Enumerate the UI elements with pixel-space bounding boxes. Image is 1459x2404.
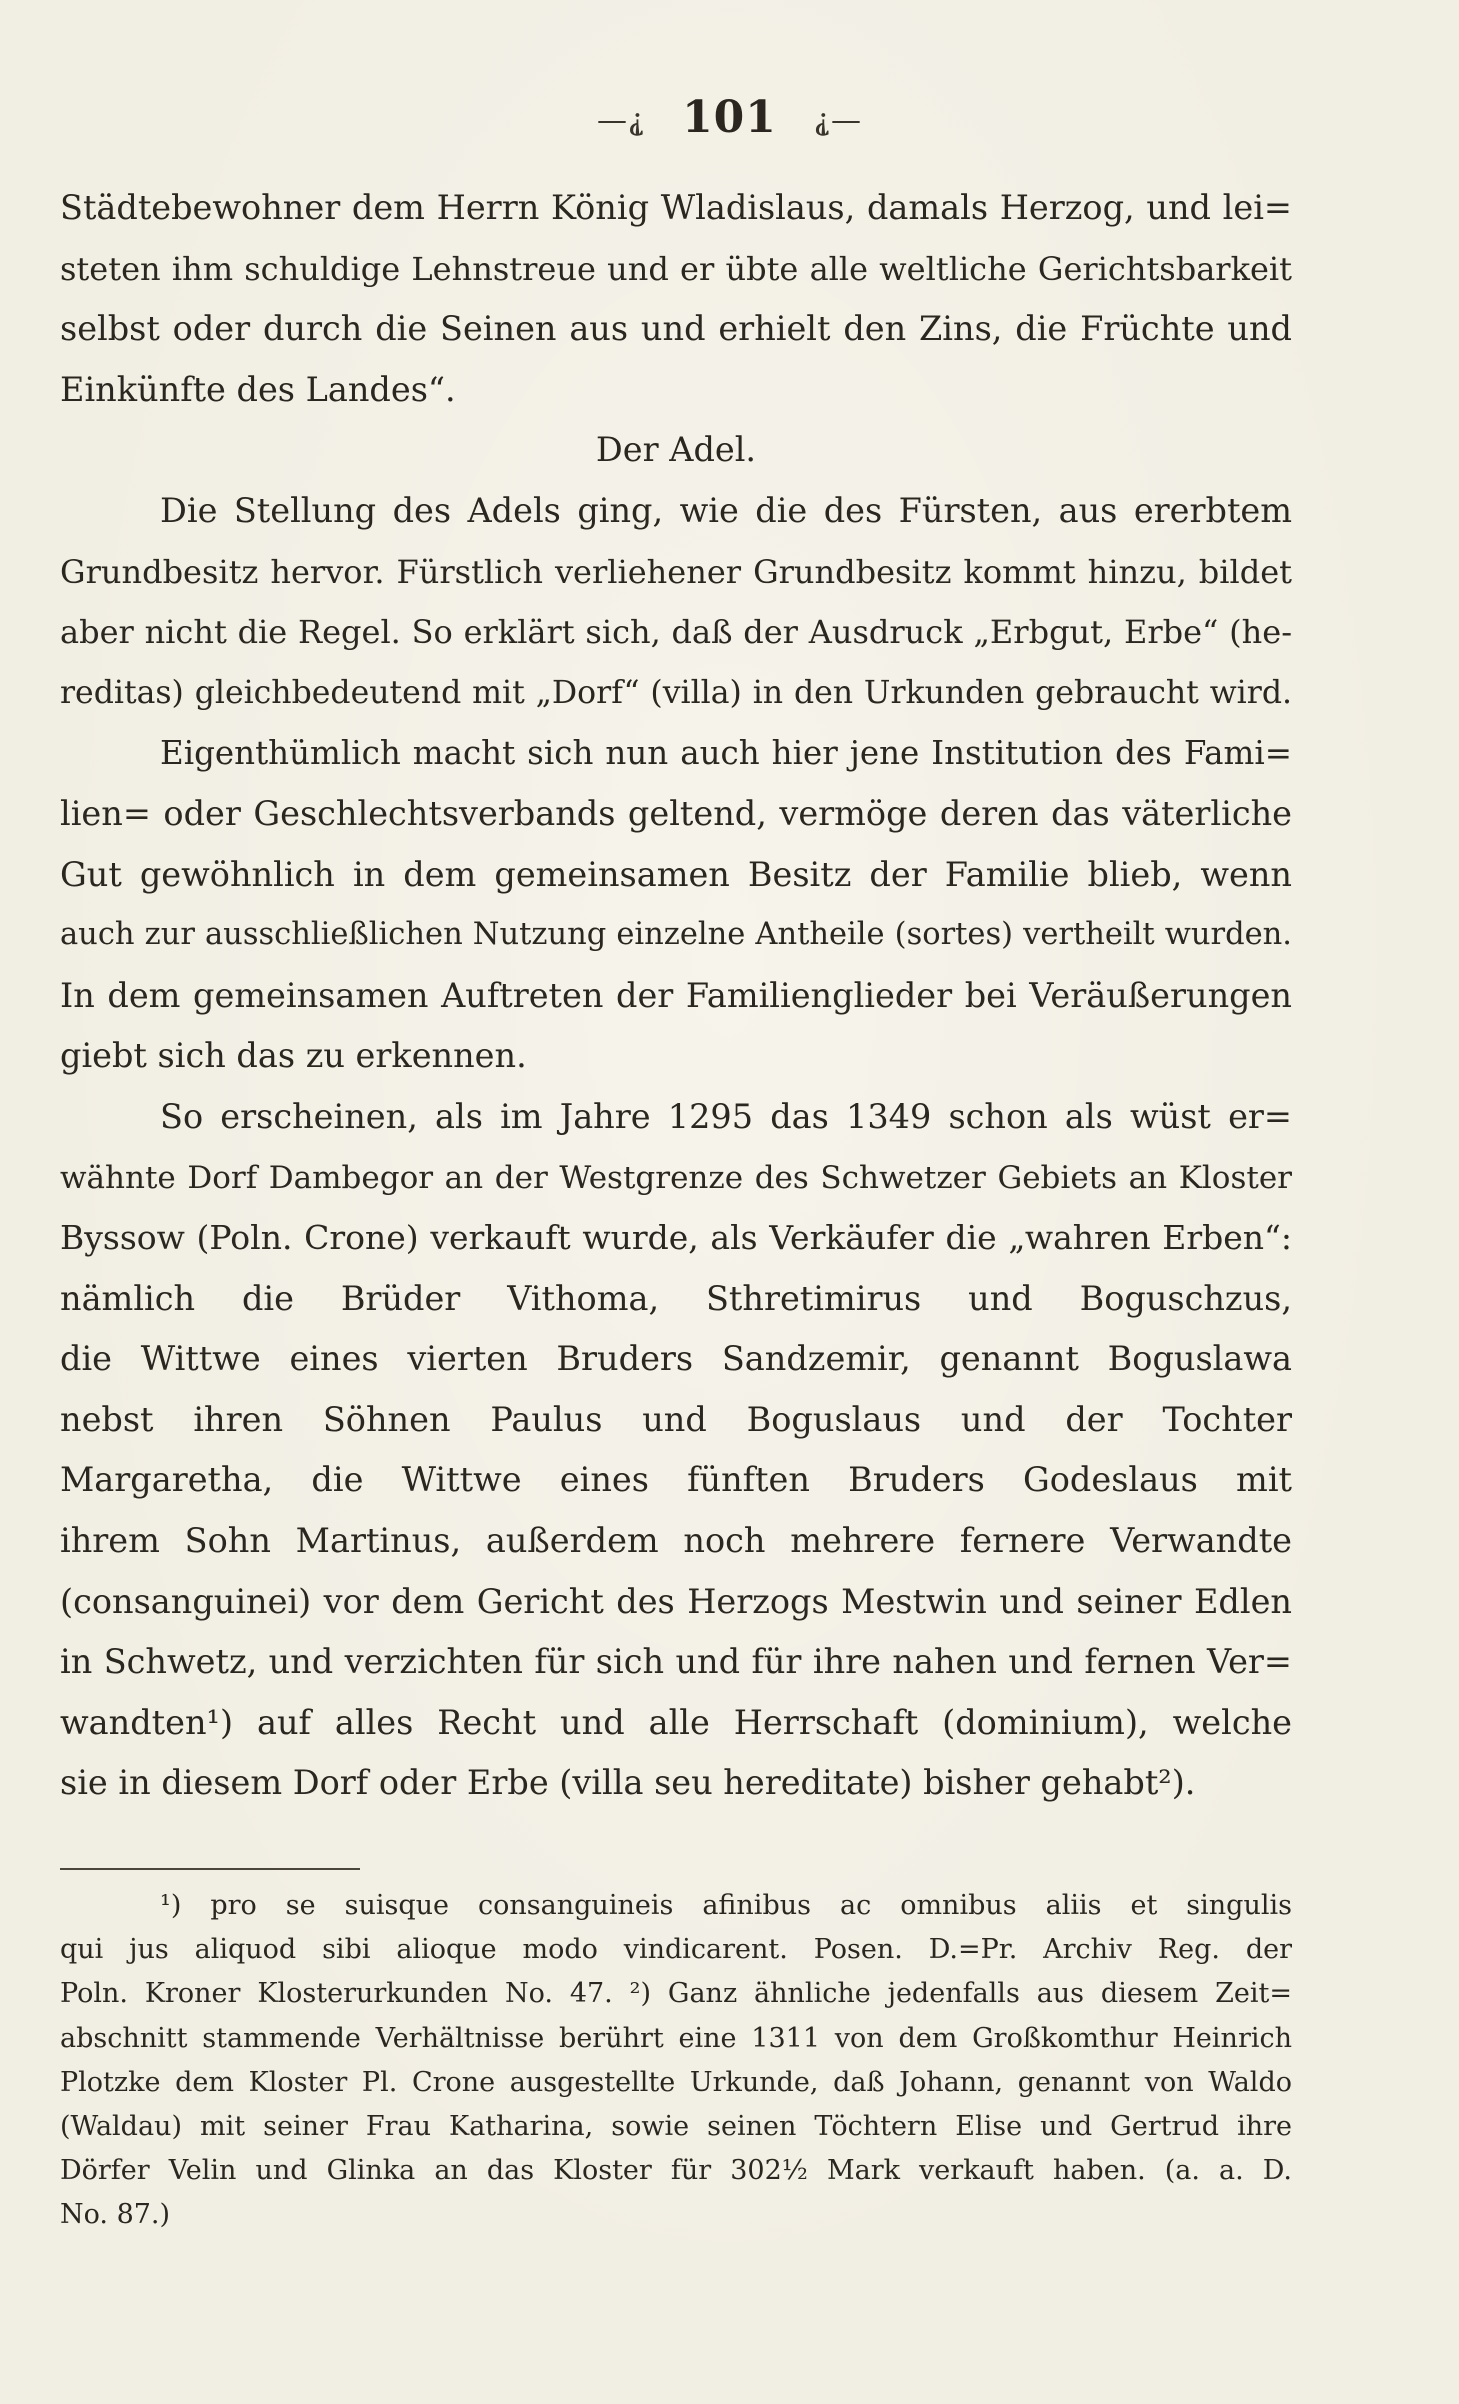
body-line: wähnte Dorf Dambegor an der Westgrenze des Schwetzer Gebiets an Kloster: [60, 1159, 1292, 1196]
body-line: aber nicht die Regel. So erklärt sich, daß der Ausdruck „Erbgut, Erbe“ (he-: [60, 613, 1292, 652]
footnote-line: abschnitt stammende Verhältnisse berührt eine 1311 von dem Großkomthur Heinrich: [60, 2022, 1292, 2054]
footnote-line: Poln. Kroner Klosterurkunden No. 47. ²) Ganz ähnliche jedenfalls aus diesem Zeit=: [60, 1978, 1292, 2010]
footnote-line: ¹) pro se suisque consanguineis afinibus ac omnibus aliis et singulis: [160, 1890, 1292, 1921]
body-line: Gut gewöhnlich in dem gemeinsamen Besitz der Familie blieb, wenn: [60, 854, 1292, 894]
body-line: ihrem Sohn Martinus, außerdem noch mehrere fernere Verwandte: [60, 1521, 1292, 1561]
body-line: steten ihm schuldige Lehnstreue und er übte alle weltliche Gerichtsbarkeit: [60, 249, 1292, 288]
body-line: die Wittwe eines vierten Bruders Sandzemir, genannt Boguslawa: [60, 1339, 1292, 1379]
body-line: Eigenthümlich macht sich nun auch hier jene Institution des Fami=: [160, 734, 1292, 773]
body-line: lien= oder Geschlechtsverbands geltend, vermöge deren das väterliche: [60, 793, 1292, 833]
footnotes: [60, 1884, 1292, 2238]
footnote-line: Dörfer Velin und Glinka an das Kloster für 302½ Mark verkauft haben. (a. a. D.: [60, 2155, 1292, 2187]
body-line: (consanguinei) vor dem Gericht des Herzogs Mestwin und seiner Edlen: [60, 1581, 1292, 1621]
body-line: nämlich die Brüder Vithoma, Sthretimirus und Boguschzus,: [60, 1278, 1292, 1318]
footnote-line: qui jus aliquod sibi alioque modo vindicarent. Posen. D.=Pr. Archiv Reg. der: [60, 1934, 1292, 1966]
footnote-line: No. 87.): [60, 2199, 171, 2231]
body-line: Einkünfte des Landes“.: [60, 369, 456, 409]
footnote-divider: [60, 1868, 360, 1870]
body-line: giebt sich das zu erkennen.: [60, 1036, 527, 1076]
body-line: auch zur ausschließlichen Nutzung einzelne Antheile (sortes) vertheilt wurden.: [60, 917, 1292, 953]
body-line: In dem gemeinsamen Auftreten der Familienglieder bei Veräußerungen: [60, 975, 1292, 1015]
body-line: in Schwetz, und verzichten für sich und für ihre nahen und fernen Ver=: [60, 1642, 1292, 1682]
body-text: [60, 178, 1292, 1814]
body-line: Städtebewohner dem Herrn König Wladislaus, damals Herzog, und lei=: [60, 188, 1292, 227]
ornament-right: ⸘—: [813, 103, 863, 138]
body-line: wandten¹) auf alles Recht und alle Herrschaft (dominium), welche: [60, 1702, 1292, 1742]
body-line: reditas) gleichbedeutend mit „Dorf“ (villa) in den Urkunden gebraucht wird.: [60, 674, 1292, 711]
footnote-line: Plotzke dem Kloster Pl. Crone ausgestellte Urkunde, daß Johann, genannt von Waldo: [60, 2066, 1292, 2098]
ornament-left: —⸘: [596, 103, 646, 138]
page-header: [0, 92, 1459, 143]
body-line: Die Stellung des Adels ging, wie die des Fürsten, aus ererbtem: [160, 490, 1292, 530]
body-line: Margaretha, die Wittwe eines fünften Bruders Godeslaus mit: [60, 1460, 1292, 1500]
body-line: So erscheinen, als im Jahre 1295 das 1349 schon als wüst er=: [160, 1096, 1292, 1136]
body-line: Grundbesitz hervor. Fürstlich verliehener Grundbesitz kommt hinzu, bildet: [60, 552, 1292, 591]
footnote-line: (Waldau) mit seiner Frau Katharina, sowie seinen Töchtern Elise und Gertrud ihre: [60, 2110, 1292, 2142]
body-line: sie in diesem Dorf oder Erbe (villa seu hereditate) bisher gehabt²).: [60, 1763, 1196, 1803]
body-line: selbst oder durch die Seinen aus und erhielt den Zins, die Früchte und: [60, 309, 1292, 349]
page-number: 101: [682, 92, 777, 143]
section-heading: Der Adel.: [595, 430, 757, 470]
body-line: nebst ihren Söhnen Paulus und Boguslaus und der Tochter: [60, 1399, 1292, 1439]
body-line: Byssow (Poln. Crone) verkauft wurde, als Verkäufer die „wahren Erben“:: [60, 1218, 1292, 1258]
